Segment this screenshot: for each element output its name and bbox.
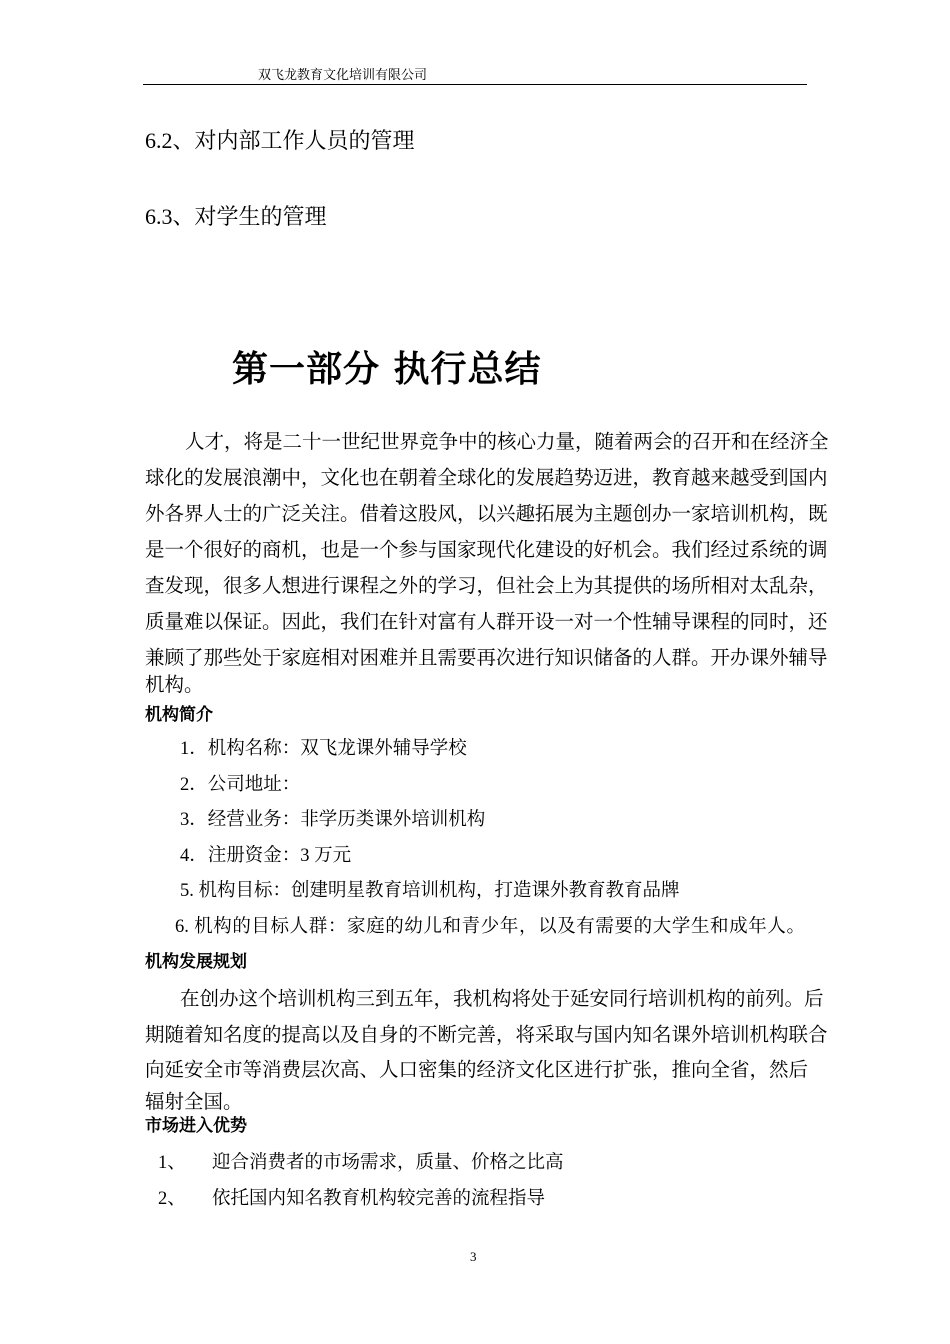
plan-line: 辐射全国。 bbox=[145, 1092, 243, 1113]
profile-item: 2．公司地址： bbox=[180, 775, 301, 795]
header-rule bbox=[143, 84, 807, 85]
profile-item: 5. 机构目标：创建明星教育培训机构，打造课外教育教育品牌 bbox=[180, 881, 680, 901]
section-heading-plan: 机构发展规划 bbox=[145, 952, 247, 972]
intro-line: 人才，将是二十一世纪世界竞争中的核心力量，随着两会的召开和在经济全 bbox=[185, 432, 829, 453]
intro-line: 外各界人士的广泛关注。借着这股风，以兴趣拓展为主题创办一家培训机构，既 bbox=[145, 504, 828, 525]
profile-item: 3．经营业务：非学历类课外培训机构 bbox=[180, 810, 486, 830]
intro-line: 球化的发展浪潮中，文化也在朝着全球化的发展趋势迈进，教育越来越受到国内 bbox=[145, 468, 828, 489]
toc-item: 6.2、对内部工作人员的管理 bbox=[145, 128, 415, 153]
profile-item: 6. 机构的目标人群：家庭的幼儿和青少年，以及有需要的大学生和成年人。 bbox=[175, 917, 805, 937]
plan-line: 在创办这个培训机构三到五年，我机构将处于延安同行培训机构的前列。后 bbox=[180, 989, 824, 1010]
intro-line: 机构。 bbox=[145, 675, 204, 696]
intro-line: 兼顾了那些处于家庭相对困难并且需要再次进行知识储备的人群。开办课外辅导 bbox=[145, 648, 828, 669]
advantage-number: 1、 bbox=[158, 1153, 186, 1173]
toc-item: 6.3、对学生的管理 bbox=[145, 204, 327, 229]
profile-item: 1．机构名称：双飞龙课外辅导学校 bbox=[180, 739, 467, 759]
intro-line: 质量难以保证。因此，我们在针对富有人群开设一对一个性辅导课程的同时，还 bbox=[145, 612, 828, 633]
section-heading-profile: 机构简介 bbox=[145, 705, 213, 725]
plan-line: 向延安全市等消费层次高、人口密集的经济文化区进行扩张，推向全省，然后 bbox=[145, 1060, 809, 1081]
plan-line: 期随着知名度的提高以及自身的不断完善，将采取与国内知名课外培训机构联合 bbox=[145, 1025, 828, 1046]
section-heading-advantage: 市场进入优势 bbox=[145, 1116, 247, 1136]
profile-item: 4．注册资金：3 万元 bbox=[180, 846, 352, 866]
page-header: 双飞龙教育文化培训有限公司 bbox=[258, 67, 428, 82]
page-number: 3 bbox=[470, 1249, 477, 1264]
advantage-item: 依托国内知名教育机构较完善的流程指导 bbox=[212, 1189, 546, 1209]
advantage-number: 2、 bbox=[158, 1189, 186, 1209]
advantage-item: 迎合消费者的市场需求，质量、价格之比高 bbox=[212, 1153, 564, 1173]
intro-line: 查发现，很多人想进行课程之外的学习，但社会上为其提供的场所相对太乱杂， bbox=[145, 576, 828, 597]
part-title: 第一部分 执行总结 bbox=[232, 349, 542, 390]
intro-line: 是一个很好的商机，也是一个参与国家现代化建设的好机会。我们经过系统的调 bbox=[145, 540, 828, 561]
